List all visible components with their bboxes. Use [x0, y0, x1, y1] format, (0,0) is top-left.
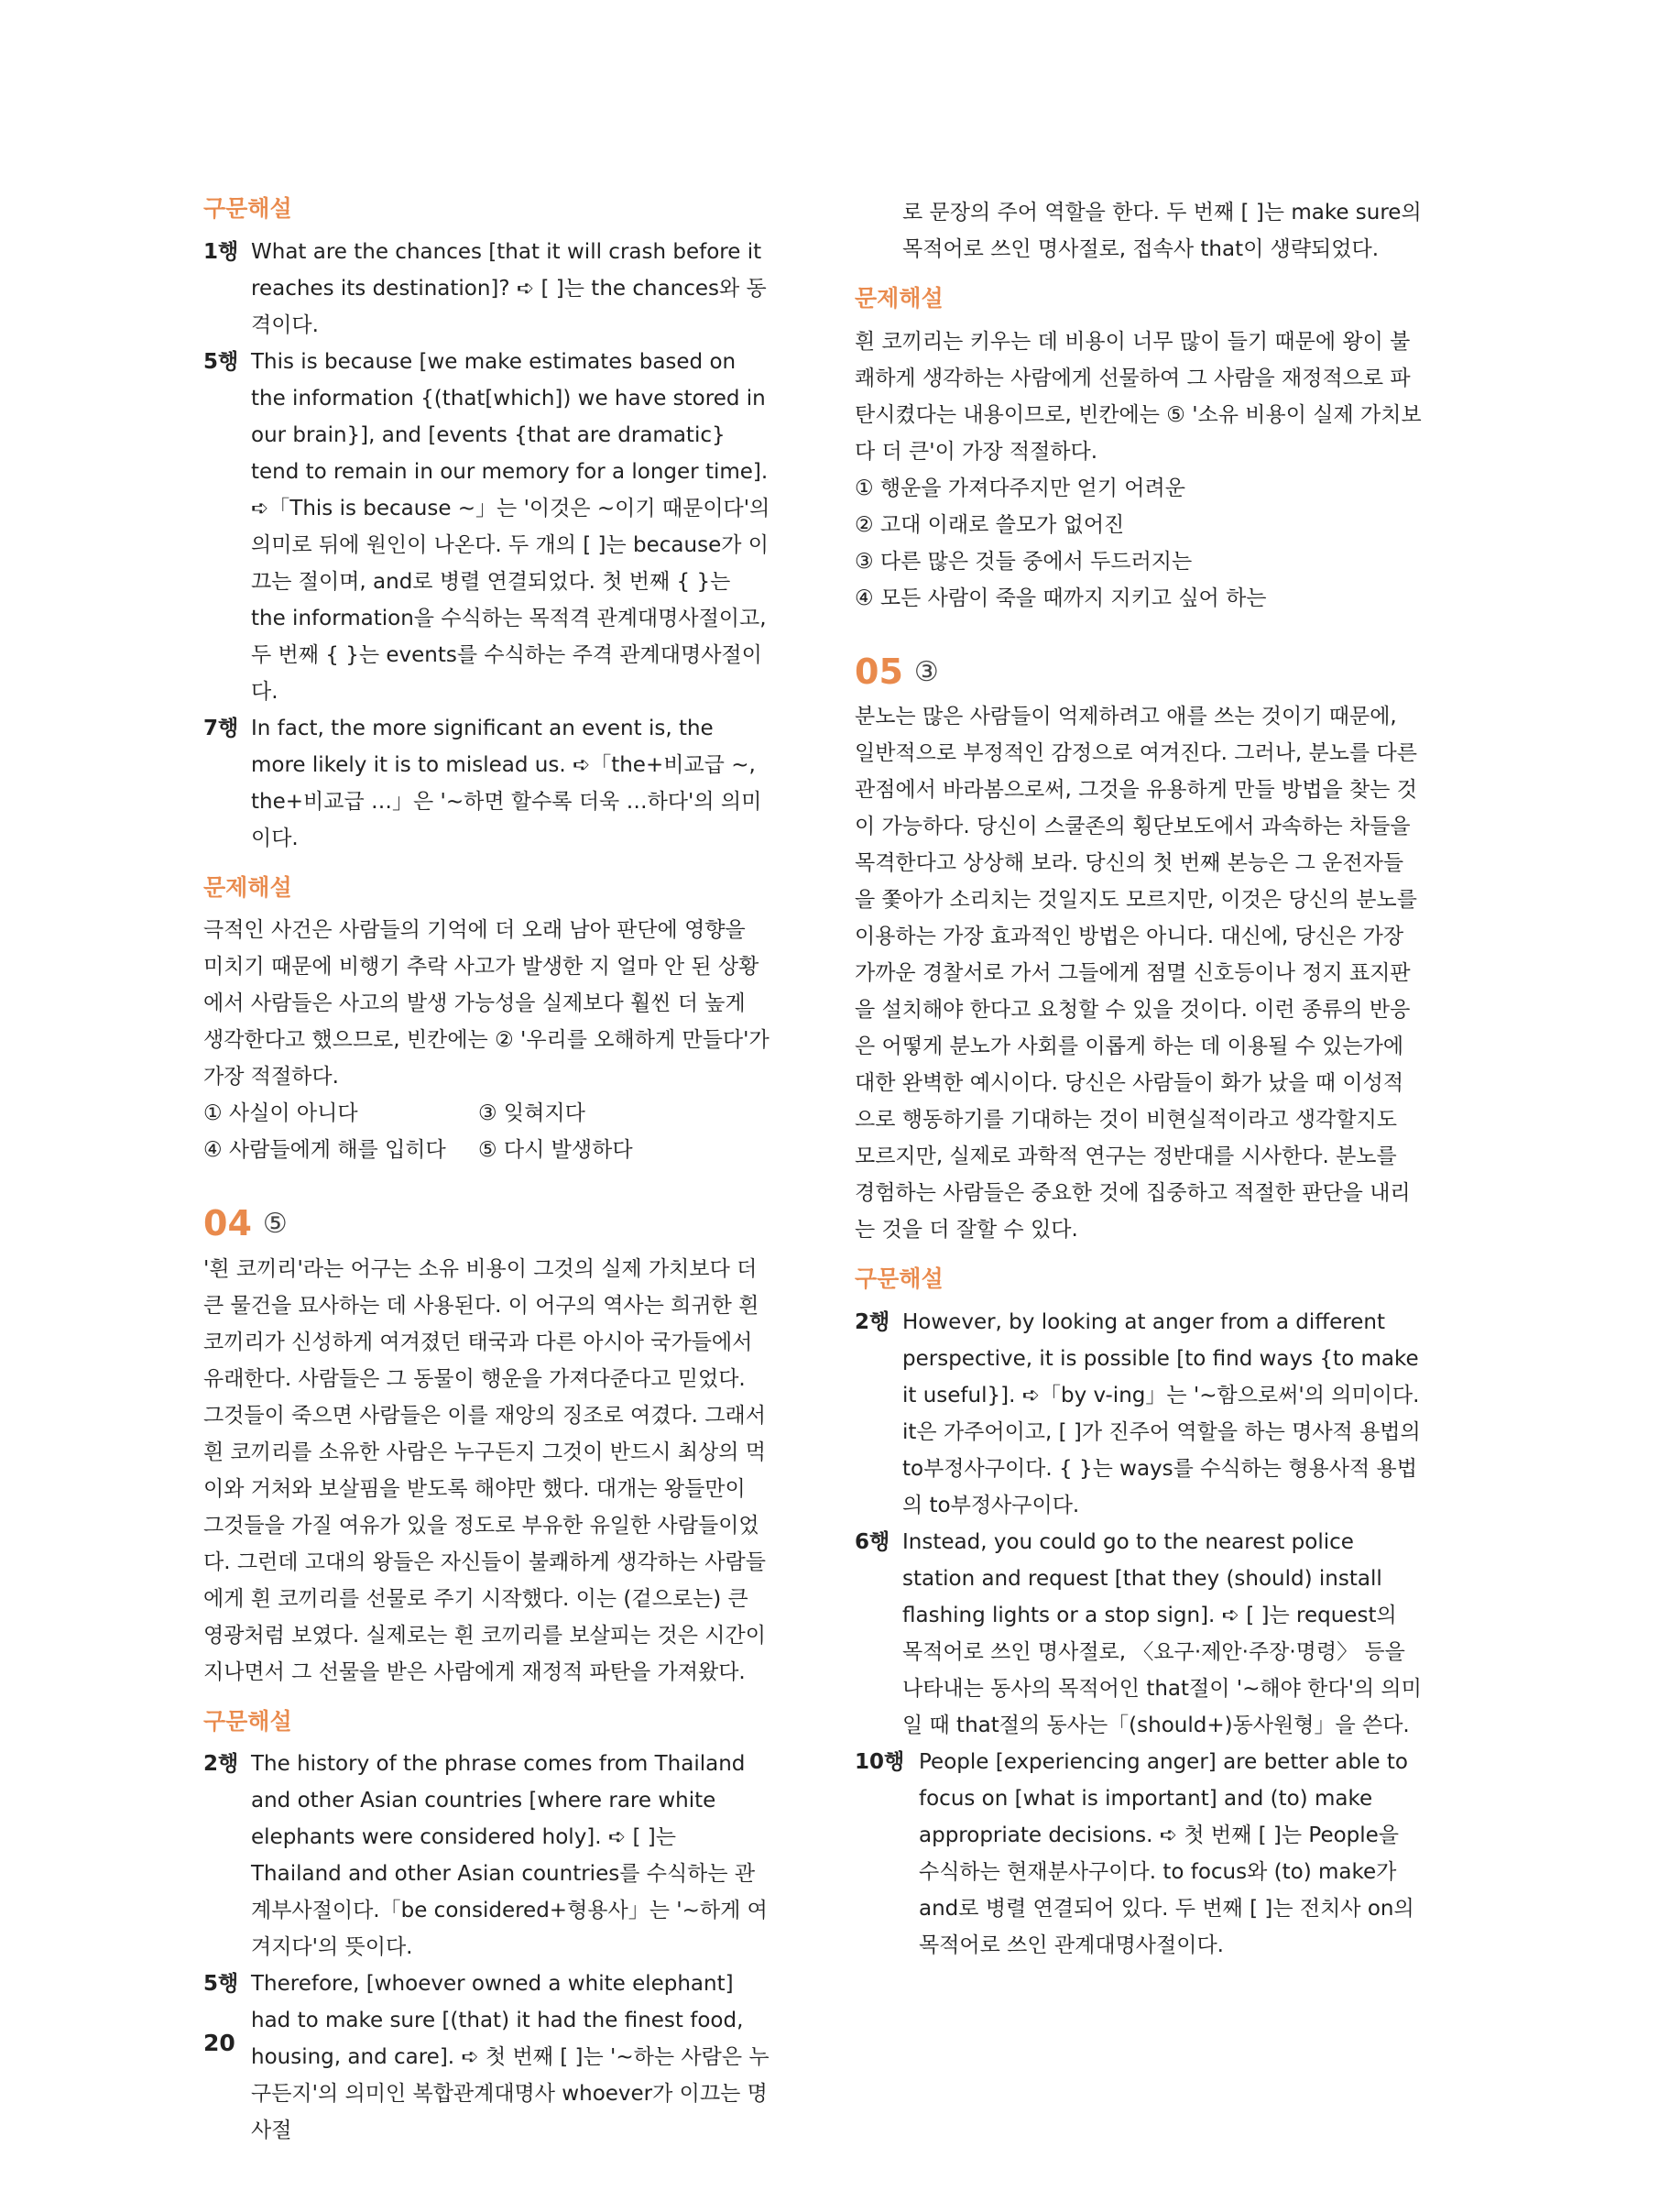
syntax-item: [203, 1966, 771, 2149]
syntax-item: [855, 1744, 1423, 1964]
line-number: 5행: [203, 349, 239, 374]
question-number: 05: [855, 651, 903, 692]
syntax-item: [203, 1746, 771, 1966]
line-number: 2행: [203, 1752, 239, 1777]
explanation-text: 흰 코끼리는 키우는 데 비용이 너무 많이 들기 때문에 왕이 불쾌하게 생각하는 사람에게 선물하여 그 사람을 재정적으로 파탄시켰다는 내용이므로, 빈칸에는 ⑤ '소유 비용이 실제 가치보다 더 큰'이 가장 적절하다.: [855, 329, 1422, 464]
syntax-text: Therefore, [whoever owned a white elephant] had to make sure [(that) it had the finest food, housing, and care]. ➪ 첫 번째 [ ]는 '~하는 사람은 누구든지'의 의미인 복합관계대명사 whoever가 이끄는 명사절: [251, 1972, 770, 2143]
syntax-text: People [experiencing anger] are better able to focus on [what is important] and (to) make appropriate decisions. ➪ 첫 번째 [ ]는 People을 수식하는 현재분사구이다. to focus와 (to) make가 and로 병렬 연결되어 있다. 두 번째 [ ]는 전치사 on의 목적어로 쓰인 관계대명사절이다.: [919, 1749, 1414, 1957]
question-header: [203, 1205, 771, 1243]
question-answer: ③: [913, 655, 939, 688]
syntax-text: What are the chances [that it will crash before it reaches its destination]? ➪ [ ]는 the chances와 동격이다.: [251, 239, 767, 337]
syntax-item: [203, 234, 771, 344]
syntax-continuation: [855, 194, 1423, 268]
line-number: 2행: [855, 1309, 890, 1334]
option-list: [203, 1095, 771, 1168]
translation-text: 분노는 많은 사람들이 억제하려고 애를 쓰는 것이기 때문에, 일반적으로 부정적인 감정으로 여겨진다. 그러나, 분노를 다른 관점에서 바라봄으로써, 그것을 유용하게 만들 방법을 찾는 것이 가능하다. 당신이 스쿨존의 횡단보도에서 과속하는 차들을 목격한다고 상상해 보라. 당신의 첫 번째 본능은 그 운전자들을 쫓아가 소리치는 것일지도 모르지만, 이것은 당신의 분노를 이용하는 가장 효과적인 방법은 아니다. 대신에, 당신은 가장 가까운 경찰서로 가서 그들에게 점멸 신호등이나 정지 표지판을 설치해야 한다고 요청할 수 있을 것이다. 이런 종류의 반응은 어떻게 분노가 사회를 이롭게 하는 데 이용될 수 있는가에 대한 완벽한 예시이다. 당신은 사람들이 화가 났을 때 이성적으로 행동하기를 기대하는 것이 비현실적이라고 생각할지도 모르지만, 실제로 과학적 연구는 정반대를 시사한다. 분노를 경험하는 사람들은 중요한 것에 집중하고 적절한 판단을 내리는 것을 더 잘할 수 있다.: [855, 705, 1417, 1243]
explanation-text: 극적인 사건은 사람들의 기억에 더 오래 남아 판단에 영향을 미치기 때문에 비행기 추락 사고가 발생한 지 얼마 안 된 상황에서 사람들은 사고의 발생 가능성을 실제보다 훨씬 더 높게 생각한다고 했으므로, 빈칸에는 ② '우리를 오해하게 만들다'가 가장 적절하다.: [203, 918, 770, 1089]
question-header: [855, 653, 1423, 692]
syntax-item: [855, 1304, 1423, 1524]
option: ③ 다른 많은 것들 중에서 두드러지는: [855, 549, 1193, 574]
option: ④ 사람들에게 해를 입히다: [203, 1138, 446, 1162]
section-title-explanation: 문제해설: [855, 285, 944, 312]
translation-text: '흰 코끼리'라는 어구는 소유 비용이 그것의 실제 가치보다 더 큰 물건을 묘사하는 데 사용된다. 이 어구의 역사는 희귀한 흰 코끼리가 신성하게 여겨졌던 태국과 다른 아시아 국가들에서 유래한다. 사람들은 그 동물이 행운을 가져다준다고 믿었다. 그것들이 죽으면 사람들은 이를 재앙의 징조로 여겼다. 그래서 흰 코끼리를 소유한 사람은 누구든지 그것이 반드시 최상의 먹이와 거처와 보살핌을 받도록 해야만 했다. 대개는 왕들만이 그것들을 가질 여유가 있을 정도로 부유한 유일한 사람들이었다. 그런데 고대의 왕들은 자신들이 불쾌하게 생각하는 사람들에게 흰 코끼리를 선물로 주기 시작했다. 이는 (겉으로는) 큰 영광처럼 보였다. 실제로는 흰 코끼리를 보살피는 것은 시간이 지나면서 그 선물을 받은 사람에게 재정적 파탄을 가져왔다.: [203, 1256, 766, 1684]
syntax-text: Instead, you could go to the nearest police station and request [that they (should) install flashing lights or a stop sign]. ➪ [ ]는 request의 목적어로 쓰인 명사절로, 〈요구·제안·주장·명령〉 등을 나타내는 동사의 목적어인 that절이 '~해야 한다'의 의미일 때 that절의 동사는「(should+)동사원형」을 쓴다.: [902, 1529, 1422, 1737]
option: ③ 잊혀지다: [478, 1101, 585, 1125]
syntax-text: However, by looking at anger from a different perspective, it is possible [to find ways {to make it useful}]. ➪「by v-ing」는 '~함으로써'의 의미이다. it은 가주어이고, [ ]가 진주어 역할을 하는 명사적 용법의 to부정사구이다. { }는 ways를 수식하는 형용사적 용법의 to부정사구이다.: [902, 1309, 1421, 1517]
line-number: 5행: [203, 1972, 239, 1997]
right-column: [855, 194, 1423, 1964]
syntax-item: [203, 344, 771, 710]
question-answer: ⑤: [262, 1208, 288, 1241]
syntax-item: [203, 710, 771, 857]
line-number: 10행: [855, 1749, 905, 1774]
line-number: 1행: [203, 239, 239, 264]
option: ② 고대 이래로 쓸모가 없어진: [855, 512, 1125, 537]
section-title-syntax: 구문해설: [203, 195, 292, 222]
line-number: 7행: [203, 716, 239, 740]
option: ① 행운을 가져다주지만 얻기 어려운: [855, 476, 1185, 500]
syntax-text: This is because [we make estimates based on the information {(that[which]) we have stored in our brain}], and [events {that are dramatic} tend to remain in our memory for a longer time]. ➪「This is because ~」는 '이것은 ~이기 때문이다'의 의미로 뒤에 원인이 나온다. 두 개의 [ ]는 because가 이끄는 절이며, and로 병렬 연결되었다. 첫 번째 { }는 the information을 수식하는 목적격 관계대명사절이고, 두 번째 { }는 events를 수식하는 주격 관계대명사절이다.: [251, 349, 770, 704]
section-title-syntax: 구문해설: [203, 1707, 292, 1735]
option-list: [855, 470, 1423, 617]
syntax-text: In fact, the more significant an event is, the more likely it is to mislead us. ➪「the+비교급 ~, the+비교급 …」은 '~하면 할수록 더욱 …하다'의 의미이다.: [251, 716, 762, 850]
option: ④ 모든 사람이 죽을 때까지 지키고 싶어 하는: [855, 586, 1267, 610]
option: ⑤ 다시 발생하다: [478, 1138, 633, 1162]
left-column: [203, 194, 771, 2149]
page-number: 20: [203, 2030, 235, 2056]
syntax-text: The history of the phrase comes from Thailand and other Asian countries [where rare white elephants were considered holy]. ➪ [ ]는 Thailand and other Asian countries를 수식하는 관계부사절이다.「be considered+형용사」는 '~하게 여겨지다'의 뜻이다.: [251, 1752, 768, 1960]
section-title-syntax: 구문해설: [855, 1265, 944, 1293]
line-number: 6행: [855, 1529, 890, 1554]
option: ① 사실이 아니다: [203, 1101, 358, 1125]
section-title-explanation: 문제해설: [203, 873, 292, 901]
question-number: 04: [203, 1203, 252, 1243]
syntax-item: [855, 1524, 1423, 1744]
syntax-text: 로 문장의 주어 역할을 한다. 두 번째 [ ]는 make sure의 목적어로 쓰인 명사절로, 접속사 that이 생략되었다.: [902, 201, 1422, 261]
